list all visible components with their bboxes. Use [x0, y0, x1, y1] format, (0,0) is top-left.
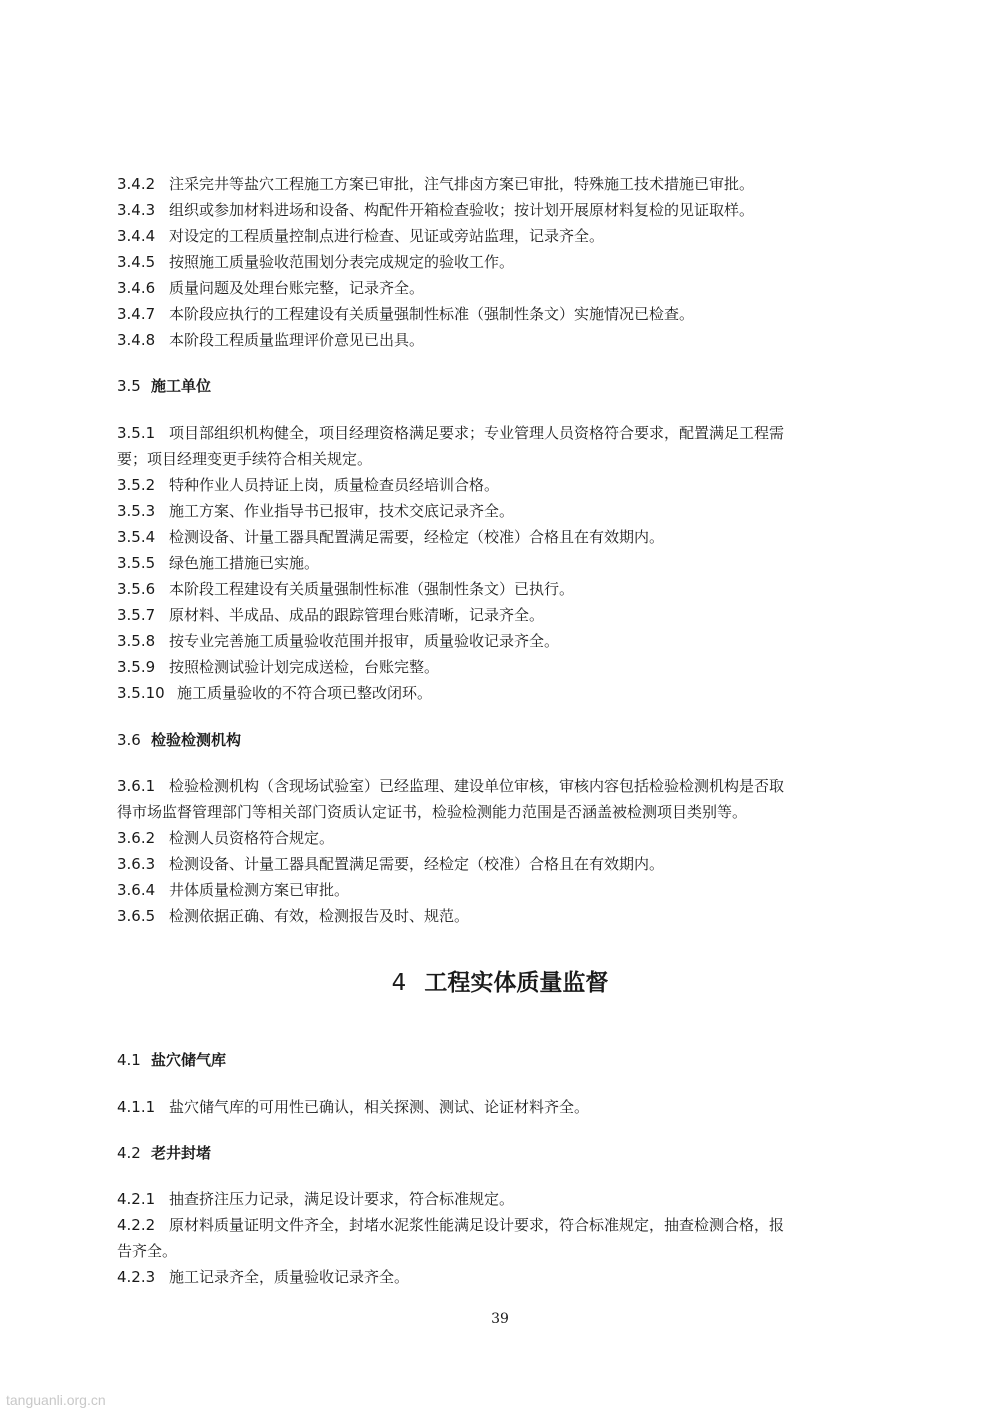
- clause-number: 3.4.2: [117, 175, 156, 193]
- clause-3-5-8: [117, 628, 892, 654]
- clause-3-4-8: [117, 327, 892, 353]
- clause-4-2-1: [117, 1186, 892, 1212]
- section-number: 4.1: [117, 1051, 141, 1069]
- clause-3-4-6: [117, 275, 892, 301]
- clause-3-5-5: [117, 550, 892, 576]
- clause-text: 按照检测试验计划完成送检，台账完整。: [169, 658, 440, 676]
- section-title: 检验检测机构: [151, 731, 242, 749]
- chapter-title: 工程实体质量监督: [424, 970, 609, 996]
- clause-number: 3.5.9: [117, 658, 156, 676]
- clause-text: 施工质量验收的不符合项已整改闭环。: [177, 684, 433, 702]
- clause-number: 3.5.2: [117, 476, 156, 494]
- clause-number: 3.5.8: [117, 632, 156, 650]
- clause-3-4-7: [117, 301, 892, 327]
- clause-4-2-2-continued: [117, 1238, 892, 1264]
- clause-text: 盐穴储气库的可用性已确认，相关探测、测试、论证材料齐全。: [169, 1098, 590, 1116]
- page-number: 39: [491, 1311, 509, 1327]
- clause-3-5-6: [117, 576, 892, 602]
- clause-number: 3.4.5: [117, 253, 156, 271]
- clause-text: 按照施工质量验收范围划分表完成规定的验收工作。: [169, 253, 515, 271]
- clause-4-1-1: [117, 1094, 892, 1120]
- clause-text: 本阶段工程建设有关质量强制性标准（强制性条文）已执行。: [169, 580, 575, 598]
- clause-number: 3.6.5: [117, 907, 156, 925]
- clause-text: 抽查挤注压力记录，满足设计要求，符合标准规定。: [169, 1190, 515, 1208]
- clause-text: 项目部组织机构健全，项目经理资格满足要求；专业管理人员资格符合要求，配置满足工程需: [169, 424, 785, 442]
- clause-number: 3.5.5: [117, 554, 156, 572]
- clause-text: 施工记录齐全，质量验收记录齐全。: [169, 1268, 410, 1286]
- section-number: 3.5: [117, 377, 141, 395]
- clause-3-6-4: [117, 877, 892, 903]
- clause-number: 4.2.3: [117, 1268, 156, 1286]
- clause-text: 检验检测机构（含现场试验室）已经监理、建设单位审核，审核内容包括检验检测机构是否取: [169, 777, 785, 795]
- clause-3-6-5: [117, 903, 892, 929]
- clause-3-5-9: [117, 654, 892, 680]
- clause-text: 检测依据正确、有效，检测报告及时、规范。: [169, 907, 470, 925]
- clause-number: 3.4.6: [117, 279, 156, 297]
- clause-number: 3.5.3: [117, 502, 156, 520]
- clause-3-5-2: [117, 472, 892, 498]
- clause-text: 井体质量检测方案已审批。: [169, 881, 350, 899]
- clause-text: 检测人员资格符合规定。: [169, 829, 335, 847]
- clause-3-6-2: [117, 825, 892, 851]
- clause-number: 4.2.2: [117, 1216, 156, 1234]
- clause-text: 检测设备、计量工器具配置满足需要，经检定（校准）合格且在有效期内。: [169, 855, 665, 873]
- clause-4-2-3: [117, 1264, 892, 1290]
- clause-number: 3.5.7: [117, 606, 156, 624]
- clause-text: 质量问题及处理台账完整，记录齐全。: [169, 279, 425, 297]
- clause-number: 3.4.7: [117, 305, 156, 323]
- clause-text-continued: 要；项目经理变更手续符合相关规定。: [117, 450, 373, 468]
- clause-3-6-1-continued: [117, 799, 892, 825]
- clause-4-2-2: [117, 1212, 892, 1238]
- clause-text: 按专业完善施工质量验收范围并报审，质量验收记录齐全。: [169, 632, 560, 650]
- clause-text: 本阶段工程质量监理评价意见已出具。: [169, 331, 425, 349]
- clause-3-4-4: [117, 223, 892, 249]
- section-title: 施工单位: [151, 377, 212, 395]
- clause-text: 检测设备、计量工器具配置满足需要，经检定（校准）合格且在有效期内。: [169, 528, 665, 546]
- clause-text: 原材料质量证明文件齐全，封堵水泥浆性能满足设计要求，符合标准规定，抽查检测合格，报: [169, 1216, 785, 1234]
- clause-number: 3.6.4: [117, 881, 156, 899]
- clause-3-6-1: [117, 773, 892, 799]
- clause-number: 4.1.1: [117, 1098, 156, 1116]
- clause-text: 对设定的工程质量控制点进行检查、见证或旁站监理，记录齐全。: [169, 227, 605, 245]
- section-number: 4.2: [117, 1144, 141, 1162]
- clause-text: 注采完井等盐穴工程施工方案已审批，注气排卤方案已审批，特殊施工技术措施已审批。: [169, 175, 755, 193]
- clause-number: 3.5.6: [117, 580, 156, 598]
- clause-number: 4.2.1: [117, 1190, 156, 1208]
- clause-3-5-3: [117, 498, 892, 524]
- clause-text-continued: 告齐全。: [117, 1242, 178, 1260]
- clause-number: 3.4.4: [117, 227, 156, 245]
- chapter-number: 4: [391, 970, 407, 996]
- watermark-text: tanguanli.org.cn: [6, 1392, 106, 1408]
- clause-3-5-7: [117, 602, 892, 628]
- clause-number: 3.6.1: [117, 777, 156, 795]
- clause-3-4-2: [117, 171, 892, 197]
- clause-3-5-10: [117, 680, 892, 706]
- clause-number: 3.5.1: [117, 424, 156, 442]
- clause-3-6-3: [117, 851, 892, 877]
- clause-text-continued: 得市场监督管理部门等相关部门资质认定证书，检验检测能力范围是否涵盖被检测项目类别等。: [117, 803, 748, 821]
- chapter-heading-4: [0, 966, 1000, 1000]
- clause-number: 3.5.10: [117, 684, 165, 702]
- clause-number: 3.4.3: [117, 201, 156, 219]
- clause-3-4-3: [117, 197, 892, 223]
- clause-3-5-1-continued: [117, 446, 892, 472]
- clause-text: 原材料、半成品、成品的跟踪管理台账清晰，记录齐全。: [169, 606, 545, 624]
- clause-text: 绿色施工措施已实施。: [169, 554, 320, 572]
- section-heading-4-1: [117, 1047, 226, 1073]
- clause-number: 3.5.4: [117, 528, 156, 546]
- clause-text: 施工方案、作业指导书已报审，技术交底记录齐全。: [169, 502, 515, 520]
- section-number: 3.6: [117, 731, 141, 749]
- section-title: 老井封堵: [151, 1144, 212, 1162]
- clause-3-5-1: [117, 420, 892, 446]
- section-heading-3-5: [117, 373, 211, 399]
- clause-number: 3.6.2: [117, 829, 156, 847]
- clause-text: 本阶段应执行的工程建设有关质量强制性标准（强制性条文）实施情况已检查。: [169, 305, 695, 323]
- clause-number: 3.6.3: [117, 855, 156, 873]
- section-heading-4-2: [117, 1140, 211, 1166]
- clause-3-5-4: [117, 524, 892, 550]
- clause-number: 3.4.8: [117, 331, 156, 349]
- section-heading-3-6: [117, 727, 241, 753]
- clause-3-4-5: [117, 249, 892, 275]
- clause-text: 组织或参加材料进场和设备、构配件开箱检查验收；按计划开展原材料复检的见证取样。: [169, 201, 755, 219]
- section-title: 盐穴储气库: [151, 1051, 227, 1069]
- clause-text: 特种作业人员持证上岗，质量检查员经培训合格。: [169, 476, 500, 494]
